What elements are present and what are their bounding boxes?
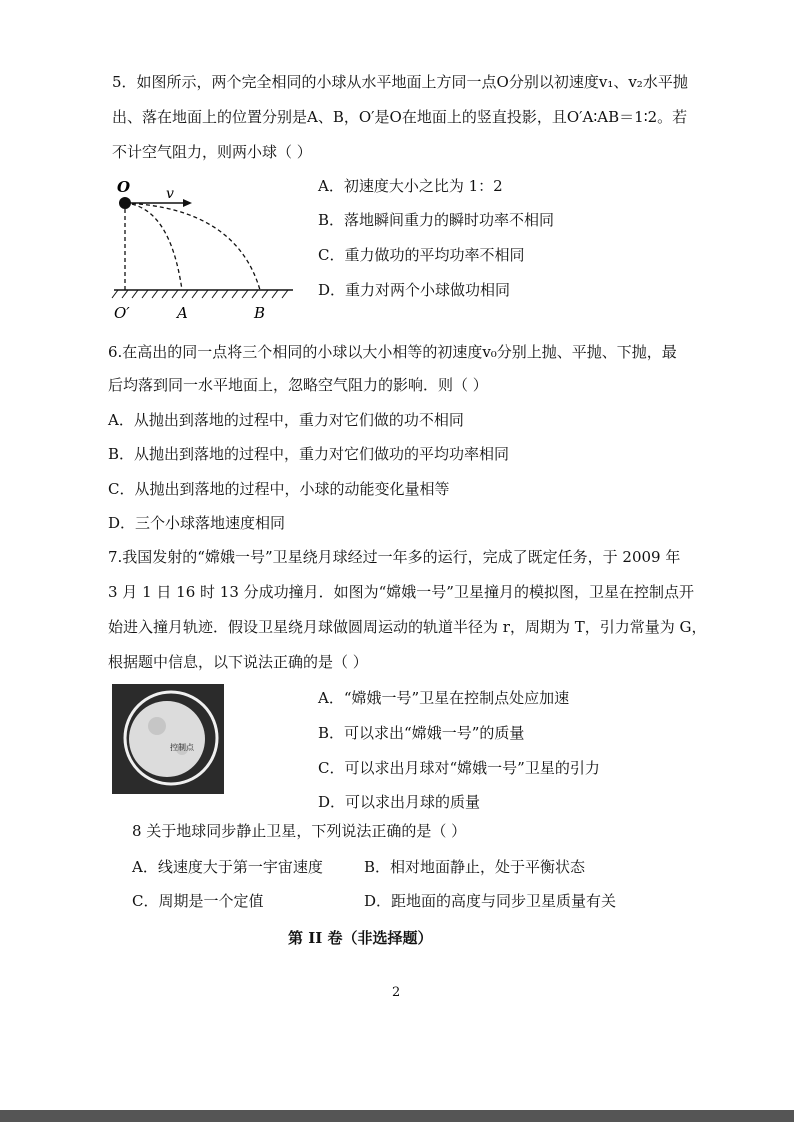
- q7-stem-line3: 始进入撞月轨迹．假设卫星绕月球做圆周运动的轨道半径为 r，周期为 T，引力常量为 G，: [108, 618, 707, 636]
- q7-stem-line1: 7.我国发射的“嫦娥一号”卫星绕月球经过一年多的运行，完成了既定任务，于 2009 年: [108, 548, 681, 566]
- q8-option-b: B．相对地面静止，处于平衡状态: [364, 858, 586, 876]
- page-number: 2: [392, 985, 401, 1000]
- q8-option-a: A．线速度大于第一宇宙速度: [132, 858, 323, 876]
- label-v: v: [166, 186, 174, 202]
- q8-option-c: C．周期是一个定值: [132, 892, 264, 910]
- q7-moon-impact-figure: [112, 684, 224, 794]
- q5-stem-line2: 出、落在地面上的位置分别是A、B，O′是O在地面上的竖直投影，且O′A∶AB＝1∶2。若: [112, 108, 688, 126]
- q6-option-a: A．从抛出到落地的过程中，重力对它们做的功不相同: [108, 411, 464, 429]
- label-O: O: [117, 178, 131, 196]
- q6-option-c: C．从抛出到落地的过程中，小球的动能变化量相等: [108, 480, 450, 498]
- label-O-prime: O′: [114, 304, 130, 322]
- control-point-label: 控制点: [170, 743, 194, 752]
- q7-stem-line4: 根据题中信息，以下说法正确的是（ ）: [108, 653, 368, 671]
- q5-option-d: D．重力对两个小球做功相同: [318, 281, 511, 299]
- section-title: 第 II 卷（非选择题）: [288, 929, 433, 947]
- q8-stem: 8 关于地球同步静止卫星，下列说法正确的是（ ）: [132, 822, 467, 840]
- q5-stem-line1: 5．如图所示，两个完全相同的小球从水平地面上方同一点O分别以初速度v₁、v₂水平抛: [112, 73, 688, 91]
- q8-option-d: D．距地面的高度与同步卫星质量有关: [364, 892, 617, 910]
- label-A: A: [177, 304, 188, 322]
- q6-option-d: D．三个小球落地速度相同: [108, 514, 286, 532]
- q7-option-d: D．可以求出月球的质量: [318, 793, 481, 811]
- q5-option-c: C．重力做功的平均功率不相同: [318, 246, 525, 264]
- q6-stem-line2: 后均落到同一水平地面上，忽略空气阻力的影响．则（ ）: [108, 376, 488, 394]
- q7-option-c: C．可以求出月球对“嫦娥一号”卫星的引力: [318, 759, 600, 777]
- q7-option-b: B．可以求出“嫦娥一号”的质量: [318, 724, 525, 742]
- q5-projectile-figure: [108, 172, 303, 324]
- q6-option-b: B．从抛出到落地的过程中，重力对它们做功的平均功率相同: [108, 445, 510, 463]
- q7-stem-line2: 3 月 1 日 16 时 13 分成功撞月．如图为“嫦娥一号”卫星撞月的模拟图，卫星在控制点开: [108, 583, 694, 601]
- label-B: B: [254, 304, 266, 322]
- q5-option-a: A．初速度大小之比为 1：2: [318, 177, 503, 195]
- scan-edge: [0, 1110, 794, 1122]
- q5-option-b: B．落地瞬间重力的瞬时功率不相同: [318, 211, 555, 229]
- q5-stem-line3: 不计空气阻力，则两小球（ ）: [112, 143, 312, 161]
- q7-option-a: A．“嫦娥一号”卫星在控制点处应加速: [318, 689, 570, 707]
- q6-stem-line1: 6.在高出的同一点将三个相同的小球以大小相等的初速度v₀分别上抛、平抛、下抛，最: [108, 343, 677, 361]
